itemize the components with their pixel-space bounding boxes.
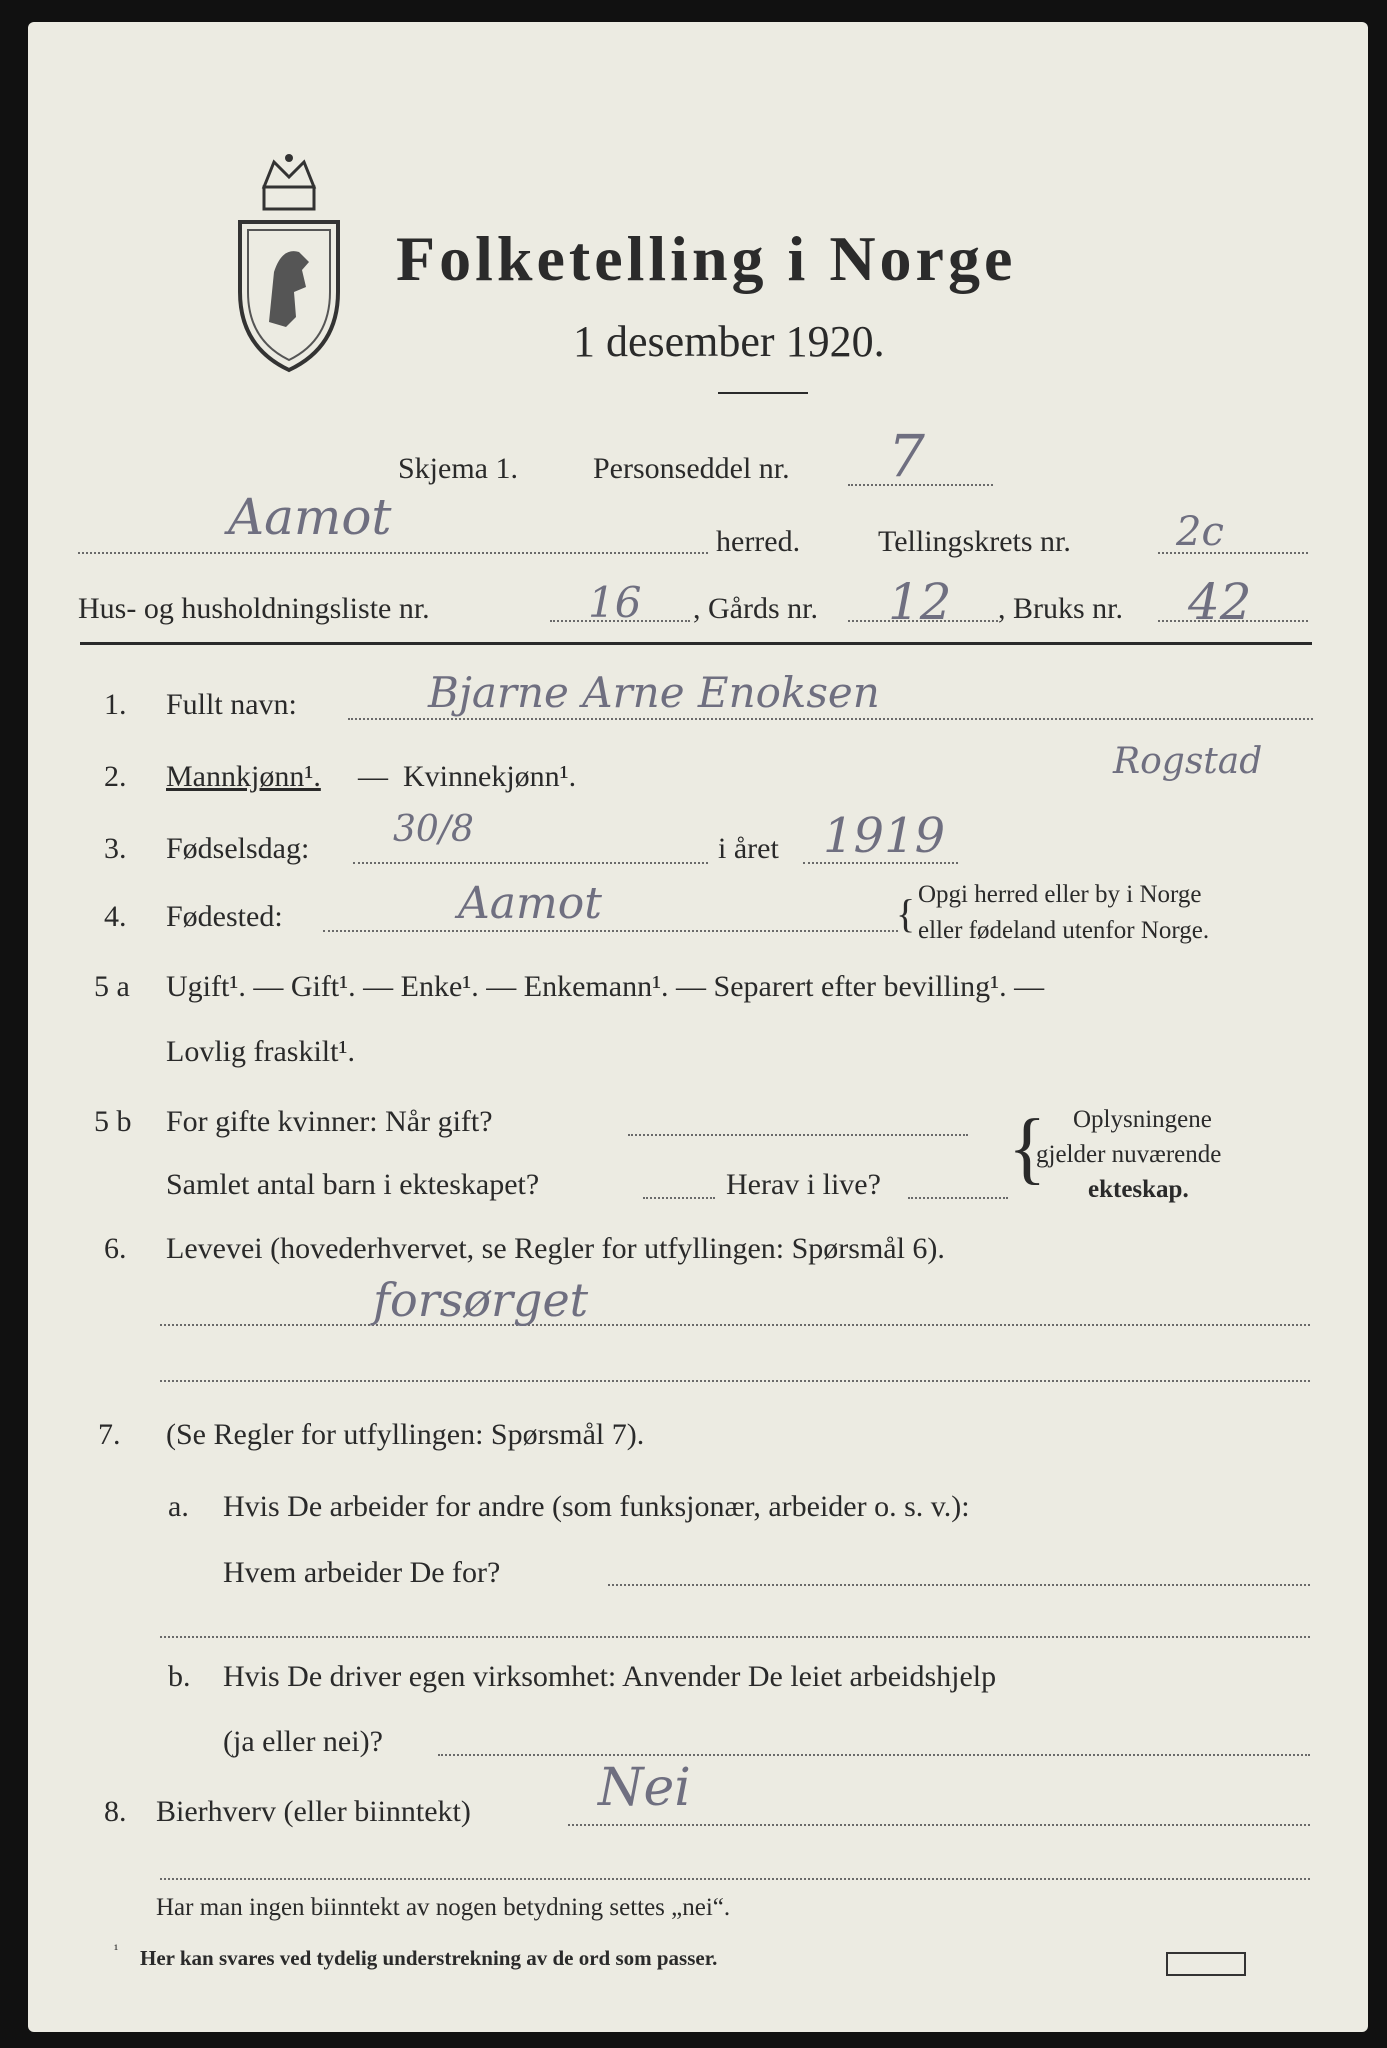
kvinne-option[interactable]: Kvinnekjønn¹. <box>403 760 577 793</box>
gards-value[interactable]: 12 <box>888 573 952 631</box>
q1-number: 1. <box>104 688 127 721</box>
title-divider <box>718 392 808 394</box>
married-when-line <box>628 1134 968 1136</box>
tellingskrets-label: Tellingskrets nr. <box>878 525 1071 558</box>
skjema-label: Skjema 1. <box>398 452 518 485</box>
form-date: 1 desember 1920. <box>573 317 885 366</box>
mann-option[interactable]: Mannkjønn¹. <box>166 760 321 793</box>
q6-number: 6. <box>104 1232 127 1265</box>
footnote-mark: ¹ <box>114 1943 119 1958</box>
q7a-line-1: Hvis De arbeider for andre (som funksjonær, arbeider o. s. v.): <box>223 1490 970 1523</box>
q8-number: 8. <box>104 1795 127 1828</box>
children-line <box>643 1197 715 1199</box>
q5b-label: For gifte kvinner: Når gift? <box>166 1105 493 1138</box>
bruks-value[interactable]: 42 <box>1188 573 1252 631</box>
personseddel-value[interactable]: 7 <box>888 422 925 490</box>
personseddel-label: Personseddel nr. <box>593 452 790 485</box>
birth-year-value[interactable]: 1919 <box>823 808 946 864</box>
q4-number: 4. <box>104 900 127 933</box>
side-income-value[interactable]: Nei <box>598 1758 691 1818</box>
q6-label: Levevei (hovederhvervet, se Regler for utfyllingen: Spørsmål 6). <box>166 1232 945 1265</box>
census-form <box>28 22 1368 2032</box>
q4-note-1: Opgi herred eller by i Norge <box>918 881 1202 908</box>
q7-number: 7. <box>98 1418 121 1451</box>
full-name-continuation[interactable]: Rogstad <box>1113 741 1263 782</box>
occupation-value[interactable]: forsørget <box>373 1273 589 1327</box>
footer-note: Har man ingen biinntekt av nogen betydning settes „nei“. <box>156 1894 731 1921</box>
q8-line <box>568 1824 1310 1826</box>
form-title: Folketelling i Norge <box>396 223 1017 294</box>
q2-number: 2. <box>104 760 127 793</box>
q5b-number: 5 b <box>94 1105 132 1138</box>
q3-label: Fødselsdag: <box>166 832 310 865</box>
q5b-brace: { <box>1008 1104 1047 1192</box>
full-name-value[interactable]: Bjarne Arne Enoksen <box>428 668 880 717</box>
q6-line-2 <box>160 1380 1310 1382</box>
q7a-number: a. <box>168 1490 189 1523</box>
q7b-number: b. <box>168 1660 191 1693</box>
hus-label: Hus- og husholdningsliste nr. <box>78 592 430 625</box>
q5a-number: 5 a <box>94 970 130 1003</box>
q7b-line-1: Hvis De driver egen virksomhet: Anvender De leiet arbeidshjelp <box>223 1660 997 1693</box>
herred-line <box>78 552 708 554</box>
q8-line-2 <box>160 1878 1310 1880</box>
bruks-label: , Bruks nr. <box>998 592 1124 625</box>
q7a-line-3 <box>160 1636 1310 1638</box>
herred-value[interactable]: Aamot <box>228 488 392 546</box>
q7a-line-2: Hvem arbeider De for? <box>223 1556 501 1589</box>
printer-stamp <box>1166 1952 1246 1976</box>
q6-line-1 <box>160 1324 1310 1326</box>
q3-day-line <box>353 862 708 864</box>
q4-brace: { <box>896 891 916 936</box>
q4-line <box>323 930 898 932</box>
civil-status-options[interactable]: Ugift¹. — Gift¹. — Enke¹. — Enkemann¹. — Separert efter bevilling¹. — <box>166 970 1045 1003</box>
gards-label: , Gårds nr. <box>693 592 818 625</box>
q7b-line-2: (ja eller nei)? <box>223 1725 383 1758</box>
birthplace-value[interactable]: Aamot <box>458 878 602 929</box>
q7-label: (Se Regler for utfyllingen: Spørsmål 7). <box>166 1418 645 1451</box>
q1-label: Fullt navn: <box>166 688 297 721</box>
hus-value[interactable]: 16 <box>588 578 642 627</box>
q4-note-2: eller fødeland utenfor Norge. <box>918 917 1210 944</box>
q2-separator: — <box>358 760 388 793</box>
civil-status-fraskilt[interactable]: Lovlig fraskilt¹. <box>166 1035 355 1068</box>
year-label: i året <box>718 832 779 865</box>
alive-label: Herav i live? <box>726 1168 881 1201</box>
employer-line <box>608 1584 1310 1586</box>
footnote: Her kan svares ved tydelig understrekning av de ord som passer. <box>140 1946 718 1970</box>
tellingskrets-value[interactable]: 2c <box>1176 509 1224 555</box>
birthday-value[interactable]: 30/8 <box>393 809 474 850</box>
alive-line <box>908 1197 1008 1199</box>
q3-number: 3. <box>104 832 127 865</box>
q4-label: Fødested: <box>166 900 283 933</box>
coat-of-arms-icon <box>234 152 344 377</box>
children-label: Samlet antal barn i ekteskapet? <box>166 1168 540 1201</box>
q5b-note-1: Oplysningene <box>1073 1106 1212 1133</box>
q1-line <box>348 718 1313 720</box>
q5b-note-2: gjelder nuværende <box>1036 1141 1222 1168</box>
hired-help-line <box>438 1754 1310 1756</box>
herred-label: herred. <box>716 525 801 558</box>
q5b-note-3: ekteskap. <box>1088 1176 1189 1203</box>
q8-label: Bierhverv (eller biinntekt) <box>156 1795 471 1828</box>
header-rule <box>80 642 1312 645</box>
